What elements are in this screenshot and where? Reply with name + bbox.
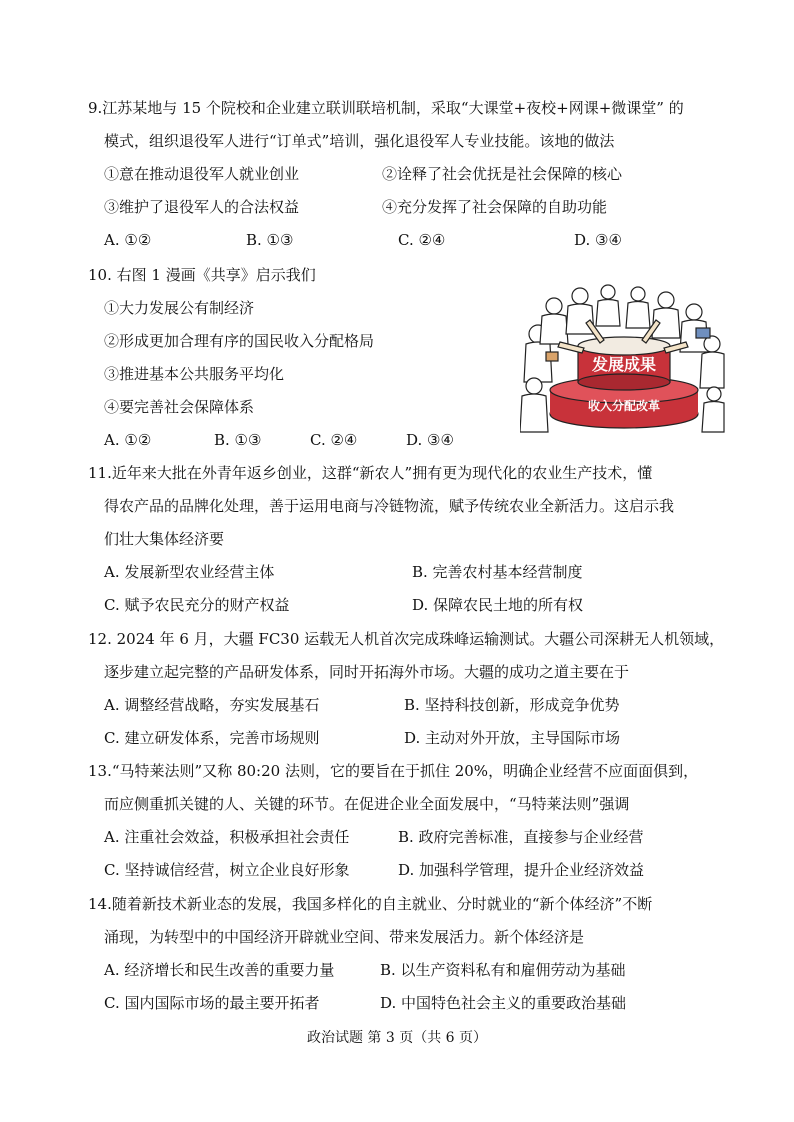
- q13-stem-line2: 而应侧重抓关键的人、关键的环节。在促进企业全面发展中，“马特莱法则”强调: [104, 795, 630, 813]
- q12-options-row1: [88, 689, 718, 722]
- q10-option-c[interactable]: C. ②④: [310, 431, 358, 449]
- question-9: [88, 92, 718, 257]
- q11-option-c[interactable]: C. 赋予农民充分的财产权益: [104, 596, 290, 614]
- q9-statements-row2: [88, 191, 718, 224]
- q10-option-a[interactable]: A. ①②: [104, 431, 152, 449]
- q13-option-b[interactable]: B. 政府完善标准，直接参与企业经营: [398, 828, 644, 846]
- q14-option-d[interactable]: D. 中国特色社会主义的重要政治基础: [380, 994, 627, 1012]
- q10-statement-2: ②形成更加合理有序的国民收入分配格局: [104, 332, 375, 350]
- q9-stem-line1: 9.江苏某地与 15 个院校和企业建立联训联培机制，采取“大课堂+夜校+网课+微课堂” 的: [88, 99, 684, 117]
- q9-statement-2: ②诠释了社会优抚是社会保障的核心: [382, 165, 623, 183]
- q9-statement-3: ③维护了退役军人的合法权益: [104, 198, 300, 216]
- question-12: [88, 623, 725, 755]
- q14-options-row1: [88, 954, 718, 987]
- q11-option-a[interactable]: A. 发展新型农业经营主体: [104, 563, 275, 581]
- q13-options-row1: [88, 821, 718, 854]
- q13-option-a[interactable]: A. 注重社会效益，积极承担社会责任: [104, 828, 350, 846]
- q12-stem-line2: 逐步建立起完整的产品研发体系，同时开拓海外市场。大疆的成功之道主要在于: [104, 663, 630, 681]
- q10-option-b[interactable]: B. ①③: [214, 431, 262, 449]
- q11-options-row2: [88, 589, 718, 622]
- q12-options-row2: [88, 722, 718, 755]
- question-14: [88, 888, 718, 1020]
- page-footer: 政治试题 第 3 页（共 6 页）: [306, 1030, 488, 1046]
- q9-option-a[interactable]: A. ①②: [104, 231, 152, 249]
- q13-option-c[interactable]: C. 坚持诚信经营，树立企业良好形象: [104, 861, 350, 879]
- question-11: [88, 457, 718, 622]
- q14-option-b[interactable]: B. 以生产资料私有和雇佣劳动为基础: [380, 961, 626, 979]
- q10-stem-line1: 10. 右图 1 漫画《共享》启示我们: [88, 266, 316, 284]
- q14-stem-line1: 14.随着新技术新业态的发展，我国多样化的自主就业、分时就业的“新个体经济”不断: [88, 895, 653, 913]
- q9-option-d[interactable]: D. ③④: [574, 231, 622, 249]
- q14-option-a[interactable]: A. 经济增长和民生改善的重要力量: [104, 961, 335, 979]
- q13-stem-line1: 13.“马特莱法则”又称 80:20 法则，它的要旨在于抓住 20%，明确企业经营不应面面俱到，: [88, 762, 699, 780]
- q13-option-d[interactable]: D. 加强科学管理，提升企业经济效益: [398, 861, 645, 879]
- q10-option-d[interactable]: D. ③④: [406, 431, 454, 449]
- q9-options: [88, 224, 718, 257]
- cake-label: 发展成果: [591, 355, 657, 374]
- q10-statement-1: ①大力发展公有制经济: [104, 299, 255, 317]
- q12-option-d[interactable]: D. 主动对外开放，主导国际市场: [404, 729, 621, 747]
- q12-stem-line1: 12. 2024 年 6 月，大疆 FC30 运载无人机首次完成珠峰运输测试。大疆公司深耕无人机领域，: [88, 630, 725, 648]
- q12-option-c[interactable]: C. 建立研发体系，完善市场规则: [104, 729, 320, 747]
- q11-option-d[interactable]: D. 保障农民土地的所有权: [412, 596, 584, 614]
- q9-statements-row1: [88, 158, 718, 191]
- sharing-cartoon: [520, 282, 726, 440]
- q11-options-row1: [88, 556, 718, 589]
- q12-option-a[interactable]: A. 调整经营战略，夯实发展基石: [104, 696, 320, 714]
- q9-option-c[interactable]: C. ②④: [398, 231, 446, 249]
- q14-options-row2: [88, 987, 718, 1020]
- q9-statement-1: ①意在推动退役军人就业创业: [104, 165, 300, 183]
- q11-stem-line2: 得农产品的品牌化处理，善于运用电商与冷链物流，赋予传统农业全新活力。这启示我: [104, 497, 675, 515]
- q14-option-c[interactable]: C. 国内国际市场的最主要开拓者: [104, 994, 320, 1012]
- cake-base-label: 收入分配改革: [587, 399, 661, 413]
- q9-stem-line2: 模式，组织退役军人进行“订单式”培训，强化退役军人专业技能。该地的做法: [104, 132, 615, 150]
- q11-option-b[interactable]: B. 完善农村基本经营制度: [412, 563, 583, 581]
- cake-top: [578, 337, 670, 355]
- q14-stem-line2: 涌现，为转型中的中国经济开辟就业空间、带来发展活力。新个体经济是: [104, 928, 585, 946]
- q10-statement-3: ③推进基本公共服务平均化: [104, 365, 285, 383]
- question-13: [88, 755, 718, 887]
- q9-option-b[interactable]: B. ①③: [246, 231, 294, 249]
- q13-options-row2: [88, 854, 718, 887]
- q9-statement-4: ④充分发挥了社会保障的自助功能: [382, 198, 608, 216]
- q10-statement-4: ④要完善社会保障体系: [104, 398, 255, 416]
- q11-stem-line3: 们壮大集体经济要: [104, 530, 225, 548]
- q11-stem-line1: 11.近年来大批在外青年返乡创业，这群“新农人”拥有更为现代化的农业生产技术，懂: [88, 464, 653, 482]
- q12-option-b[interactable]: B. 坚持科技创新，形成竞争优势: [404, 696, 620, 714]
